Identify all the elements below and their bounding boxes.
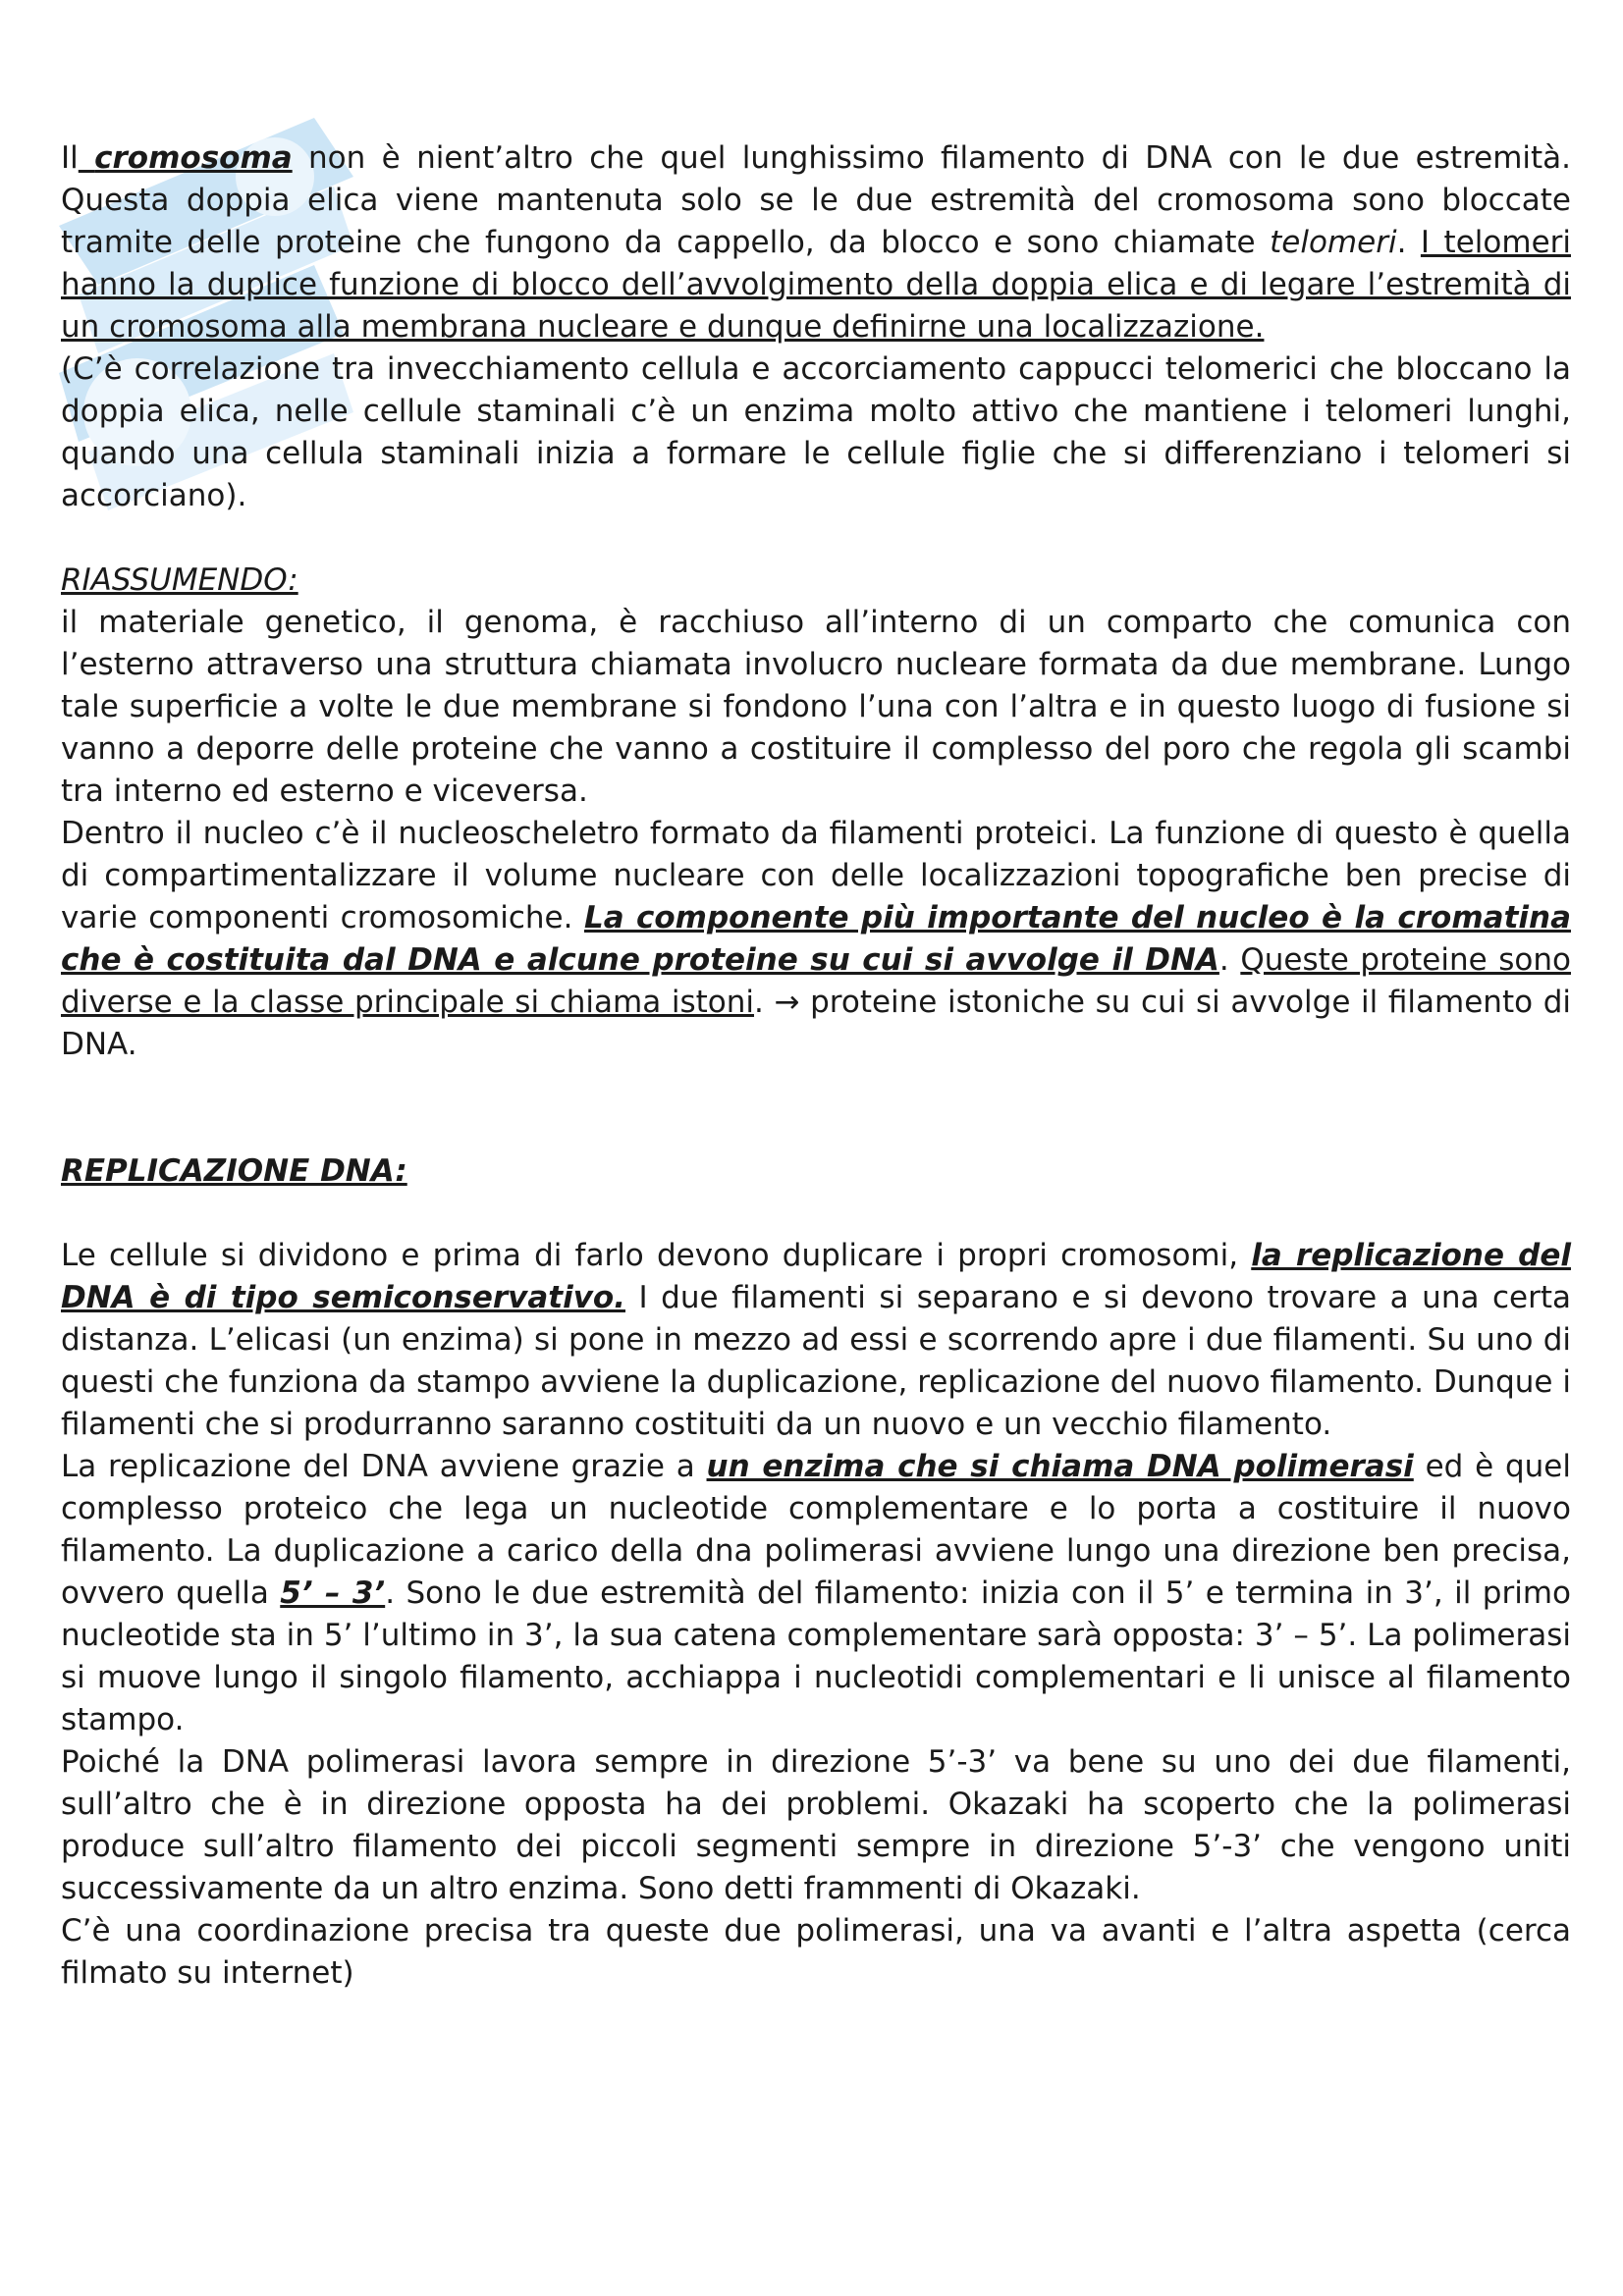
direction-highlight: 5’ – 3’ xyxy=(280,1575,386,1611)
istoni-sentence: Queste proteine sono diverse e la classe principale si chiama istoni xyxy=(61,942,1571,1020)
document-body xyxy=(61,137,1571,1995)
polimerasi-highlight: un enzima che si chiama DNA polimerasi xyxy=(706,1449,1414,1484)
paragraph-nucleoscheletro: Dentro il nucleo c’è il nucleoscheletro formato da filamenti proteici. La funzione di questo è quella di compartimentalizzare il volume nucleare con delle localizzazioni topografiche ben precise di varie componenti cromosomiche. La componente più importante del nucleo è la cromatina che è costituita dal DNA e alcune proteine su cui si avvolge il DNA. Queste proteine sono diverse e la classe principale si chiama istoni. → proteine istoniche su cui si avvolge il filamento di DNA. xyxy=(61,816,1572,1062)
cromatina-highlight: La componente più importante del nucleo è la cromatina che è costituita dal DNA e alcune proteine su cui si avvolge il DNA xyxy=(61,900,1572,978)
paragraph-materiale-genetico: il materiale genetico, il genoma, è racchiuso all’interno di un comparto che comunica con l’esterno attraverso una struttura chiamata involucro nucleare formata da due membrane. Lungo tale superficie a volte le due membrane si fondono l’una con l’altra e in questo luogo di fusione si vanno a deporre delle proteine che vanno a costituire il complesso del poro che regola gli scambi tra interno ed esterno e viceversa. xyxy=(61,605,1571,809)
paragraph-okazaki: Poiché la DNA polimerasi lavora sempre in direzione 5’-3’ va bene su uno dei due filamenti, sull’altro che è in direzione opposta ha dei problemi. Okazaki ha scoperto che la polimerasi produce sull’altro filamento dei piccoli segmenti sempre in direzione 5’-3’ che vengono uniti successivamente da un altro enzima. Sono detti frammenti di Okazaki. xyxy=(61,1744,1571,1906)
replicazione-heading: REPLICAZIONE DNA: xyxy=(61,1153,407,1189)
paragraph-correlazione: (C’è correlazione tra invecchiamento cellula e accorciamento cappucci telomerici che bloccano la doppia elica, nelle cellule staminali c’è un enzima molto attivo che mantiene i telomeri lunghi, quando una cellula staminali inizia a formare le cellule figlie che si differenziano i telomeri si accorciano). xyxy=(61,351,1571,513)
paragraph-semiconservativo: Le cellule si dividono e prima di farlo devono duplicare i propri cromosomi, la replicazione del DNA è di tipo semiconservativo. I due filamenti si separano e si devono trovare a una certa distanza. L’elicasi (un enzima) si pone in mezzo ad essi e scorrendo apre i due filamenti. Su uno di questi che funziona da stampo avviene la duplicazione, replicazione del nuovo filamento. Dunque i filamenti che si produrranno saranno costituiti da un nuovo e un vecchio filamento. xyxy=(61,1238,1571,1442)
paragraph-dna-polimerasi: La replicazione del DNA avviene grazie a un enzima che si chiama DNA polimerasi ed è quel complesso proteico che lega un nucleotide complementare e lo porta a costituire il nuovo filamento. La duplicazione a carico della dna polimerasi avviene lungo una direzione ben precisa, ovvero quella 5’ – 3’. Sono le due estremità del filamento: inizia con il 5’ e termina in 3’, il primo nucleotide sta in 5’ l’ultimo in 3’, la sua catena complementare sarà opposta: 3’ – 5’. La polimerasi si muove lungo il singolo filamento, acchiappa i nucleotidi complementari e li unisce al filamento stampo. xyxy=(61,1449,1572,1737)
paragraph-coordinazione: C’è una coordinazione precisa tra queste due polimerasi, una va avanti e l’altra aspetta (cerca filmato su internet) xyxy=(61,1913,1571,1991)
term-cromosoma: cromosoma xyxy=(94,140,293,176)
riassumendo-heading: RIASSUMENDO: xyxy=(61,562,298,598)
paragraph-cromosoma: Il cromosoma non è nient’altro che quel lunghissimo filamento di DNA con le due estremità. Questa doppia elica viene mantenuta solo se le due estremità del cromosoma sono bloccate tramite delle proteine che fungono da cappello, da blocco e sono chiamate telomeri. I telomeri hanno la duplice funzione di blocco dell’avvolgimento della doppia elica e di legare l’estremità di un cromosoma alla membrana nucleare e dunque definirne una localizzazione. xyxy=(61,140,1572,345)
term-telomeri: telomeri xyxy=(1270,225,1397,260)
semiconservativo-highlight: la replicazione del DNA è di tipo semiconservativo. xyxy=(61,1238,1571,1315)
telomeri-definition: I telomeri hanno la duplice funzione di blocco dell’avvolgimento della doppia elica e di legare l’estremità di un cromosoma alla membrana nucleare e dunque definirne una localizzazione. xyxy=(61,225,1571,345)
